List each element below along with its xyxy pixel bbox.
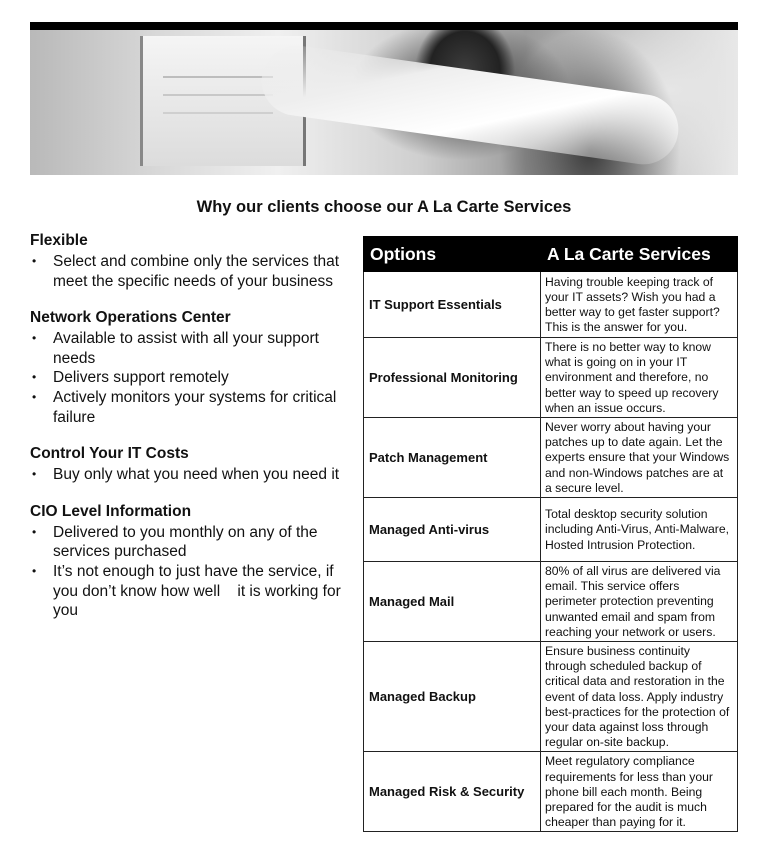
bullet-item: • Available to assist with all your support needs [30,329,350,368]
option-cell: Professional Monitoring [364,338,541,418]
bullet-item: • Buy only what you need when you need it [30,465,350,485]
page-headline: Why our clients choose our A La Carte Services [196,198,572,216]
hero-image [30,22,738,175]
bullet-list [30,329,350,427]
bullet-list [30,252,350,291]
table-row [364,642,738,752]
bullet-item: • Select and combine only the services that meet the specific needs of your business [30,252,350,291]
description-cell: Having trouble keeping track of your IT assets? Wish you had a better way to get faster support? This is the answer for you. [541,272,738,338]
bullet-item: • Delivers support remotely [30,368,350,388]
benefit-section-costs [30,444,350,485]
meeting-photo [30,30,738,175]
option-cell: Managed Mail [364,562,541,642]
table-row [364,338,738,418]
section-title: Flexible [30,232,88,249]
table-row [364,562,738,642]
description-cell: Ensure business continuity through scheduled backup of critical data and restoration in the event of data loss. Apply industry best-practices for the protection of your data against loss through regular on-site backup. [541,642,738,752]
option-cell: Managed Backup [364,642,541,752]
benefit-section-noc [30,308,350,427]
bullet-item: • Delivered to you monthly on any of the services purchased [30,523,350,562]
bullet-item: • It’s not enough to just have the service, if you don’t know how well it is working for you [30,562,350,621]
benefit-section-flexible [30,231,350,291]
description-cell: Total desktop security solution including Anti-Virus, Anti-Malware, Hosted Intrusion Protection. [541,498,738,562]
description-cell: Never worry about having your patches up to date again. Let the experts ensure that your Windows and non-Windows patches are at a secure level. [541,418,738,498]
services-table [363,236,738,832]
description-cell: Meet regulatory compliance requirements for less than your phone bill each month. Being prepared for the audit is much cheaper than paying for it. [541,752,738,832]
option-cell: Managed Risk & Security [364,752,541,832]
benefit-section-cio [30,502,350,621]
column-header-options: Options [364,237,541,272]
option-cell: Managed Anti-virus [364,498,541,562]
section-title: CIO Level Information [30,502,192,520]
table-row [364,418,738,498]
column-header-services: A La Carte Services [541,237,738,272]
table-row [364,272,738,338]
table-row [364,498,738,562]
bullet-list [30,523,350,621]
bullet-item: • Actively monitors your systems for critical failure [30,388,350,427]
option-cell: Patch Management [364,418,541,498]
section-title: Control Your IT Costs [30,445,189,463]
section-title: Network Operations Center [30,309,231,327]
option-cell: IT Support Essentials [364,272,541,338]
bullet-list [30,465,350,485]
description-cell: 80% of all virus are delivered via email. This service offers perimeter protection preventing unwanted email and spam from reaching your network or users. [541,562,738,642]
table-row [364,752,738,832]
benefits-column [30,231,350,638]
table-header-row [364,237,738,272]
description-cell: There is no better way to know what is going on in your IT environment and therefore, no better way to speed up recovery when an issue occurs. [541,338,738,418]
